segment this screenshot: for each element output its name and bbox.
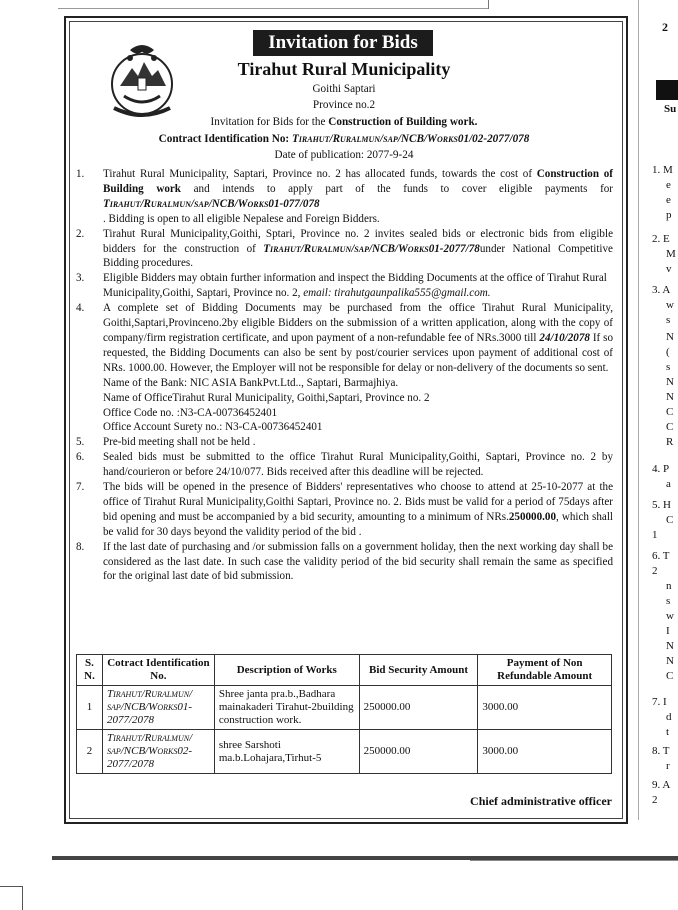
bid-table	[76, 654, 612, 774]
office-surety: Office Account Surety no.: N3-CA-00736452401	[103, 421, 323, 434]
invitation-line-text: Invitation for Bids for the	[210, 116, 329, 128]
adjacent-text-line: w	[666, 299, 674, 311]
adjacent-text-line: M	[666, 248, 676, 260]
item-number: 2.	[76, 227, 85, 240]
adjacent-text-line: 3. A	[652, 284, 671, 296]
adjacent-text-line: e	[666, 179, 671, 191]
publication-date: Date of publication: 2077-9-24	[274, 149, 414, 161]
list-item	[76, 227, 613, 272]
item-text-part: , which shall be valid for 30 days beyond the validity period of the bid .	[103, 510, 613, 538]
cell-payment: 3000.00	[478, 730, 612, 774]
adjacent-text-line: N	[666, 655, 674, 667]
table-row	[77, 730, 612, 774]
adjacent-text-line: (	[666, 346, 670, 358]
adjacent-text-line: N	[666, 331, 674, 343]
item-number: 4.	[76, 302, 85, 315]
cell-sn: 2	[77, 730, 103, 774]
cell-bid-security: 250000.00	[359, 686, 478, 730]
adjacent-text-line: N	[666, 376, 674, 388]
item-text-part: Tirahut Rural Municipality,Goithi, Sptari, Province no. 2 invites sealed bids or electronic bids from eligible bidders for the construction of	[103, 227, 613, 255]
header-contract: Cotract Identification No.	[102, 655, 214, 686]
contact-email: email: tirahutgaunpalika555@gmail.com.	[303, 287, 491, 300]
adjacent-text-line: 1	[652, 529, 658, 541]
adjacent-text-line: r	[666, 760, 670, 772]
item-text	[103, 167, 613, 227]
adjacent-subheading: Su	[664, 103, 677, 115]
adjacent-text-line: 2	[652, 565, 658, 577]
header-payment: Payment of Non Refundable Amount	[478, 655, 612, 686]
adjacent-text-line: p	[666, 209, 672, 221]
address-line-1: Goithi Saptari	[312, 83, 376, 95]
office-name: Name of OfficeTirahut Rural Municipality, Goithi,Saptari, Province no. 2	[103, 391, 430, 404]
adjacent-text-line: 4. P	[652, 463, 670, 475]
adjacent-text-line: w	[666, 610, 674, 622]
bank-name: Name of the Bank: NIC ASIA BankPvt.Ltd.., Saptari, Barmajhiya.	[103, 376, 399, 389]
cell-bid-security: 250000.00	[359, 730, 478, 774]
item-text	[103, 271, 613, 301]
invitation-line-work: Construction of Building work.	[328, 116, 478, 128]
item-text	[103, 227, 613, 272]
purchase-deadline: 24/10/2078	[539, 331, 590, 344]
adjacent-text-line: C	[666, 670, 674, 682]
adjacent-text-line: C	[666, 514, 674, 526]
adjacent-text-line: C	[666, 406, 674, 418]
adjacent-notice-clipped	[640, 0, 678, 830]
adjacent-text-line: 5. H	[652, 499, 671, 511]
cell-sn: 1	[77, 686, 103, 730]
address-line-2: Province no.2	[312, 99, 376, 111]
adjacent-top-glyph: 2	[662, 20, 668, 34]
item-number: 3.	[76, 272, 85, 285]
contract-reference: Tirahut/Ruralmun/sap/NCB/Works01-2077/78	[263, 242, 480, 255]
item-text	[103, 301, 613, 435]
item-number: 5.	[76, 436, 85, 449]
item-text-part: Eligible Bidders may obtain further information and inspect the Bidding Documents at the office of Tirahut Rural Municipality,Goithi, Saptari, Province no. 2,	[103, 272, 607, 300]
adjacent-header-bar	[656, 80, 678, 100]
item-text-part: and intends to apply part of the funds to cover eligible payments for	[180, 182, 614, 195]
list-item	[76, 450, 613, 480]
contract-id-label: Contract Identification No:	[158, 133, 292, 145]
contract-reference: Tirahut/Ruralmun/sap/NCB/Works01-077/078	[103, 197, 320, 210]
adjacent-text-line: d	[666, 711, 672, 723]
item-number: 7.	[76, 481, 85, 494]
signature-title: Chief administrative officer	[470, 794, 612, 808]
adjacent-text-line: 2	[652, 794, 658, 806]
adjacent-text-line: N	[666, 391, 674, 403]
adjacent-text-line: N	[666, 640, 674, 652]
adjacent-text-line: s	[666, 595, 671, 607]
adjacent-text-line: n	[666, 580, 672, 592]
corner-mark	[0, 886, 22, 887]
adjacent-text-line: I	[666, 625, 670, 637]
list-item	[76, 540, 613, 585]
top-rule	[58, 8, 488, 9]
header-bid-security: Bid Security Amount	[359, 655, 478, 686]
organization-name: Tirahut Rural Municipality	[237, 59, 451, 79]
adjacent-text-line: 8. T	[652, 745, 670, 757]
top-rule-tick	[488, 0, 489, 9]
contract-id-line	[70, 133, 618, 145]
adjacent-text-line: e	[666, 194, 671, 206]
list-item	[76, 435, 613, 450]
item-text: Sealed bids must be submitted to the office Tirahut Rural Municipality,Goithi, Saptari, Province no. 2 by hand/courieron or before 24/10/077. Bids received after this deadline will be rejected.	[103, 451, 613, 479]
bid-security-amount: 250000.00	[508, 510, 557, 523]
list-item	[76, 167, 613, 227]
notice-title: Invitation for Bids	[253, 30, 433, 56]
item-text-part: Tirahut Rural Municipality, Saptari, Province no. 2 has allocated funds, towards the cost of	[103, 168, 537, 180]
adjacent-text-line: t	[666, 726, 670, 738]
header-sn: S. N.	[77, 655, 103, 686]
cell-description: Shree janta pra.b.,Badhara mainakaderi Tirahut-2building construction work.	[214, 686, 359, 730]
cell-description: shree Sarshoti ma.b.Lohajara,Tirhut-5	[214, 730, 359, 774]
invitation-line	[70, 116, 618, 128]
item-text-part: . Bidding is open to all eligible Nepalese and Foreign Bidders.	[103, 212, 380, 225]
list-item	[76, 480, 613, 540]
item-number: 1.	[76, 168, 85, 180]
adjacent-text-line: v	[666, 263, 672, 275]
adjacent-text-line: s	[666, 314, 671, 326]
contract-id-number: Tirahut/Ruralmun/sap/NCB/Works01/02-2077/078	[291, 133, 530, 145]
list-item	[76, 301, 613, 435]
item-text-part: The bids will be opened in the presence of Bidders' representatives who choose to attend at 25-10-2077 at the office of Tirahut Rural Municipality,Goithi Saptari, Province no. 2. Bids must be valid for a period of 75days after bid opening and must be accompanied by a bid security, amounting to a minimum of NRs.	[103, 481, 613, 523]
item-number: 6.	[76, 451, 85, 464]
adjacent-text-line: 2. E	[652, 233, 670, 245]
column-separator	[638, 0, 639, 820]
adjacent-text-line: C	[666, 421, 674, 433]
corner-mark	[22, 886, 23, 910]
item-text-part: If so requested, the Bidding Documents can also be sent by post/courier services upon payment of additional cost of NRs. 1000.00. However, the Employer will not be responsible for delay or non-delivery of the documents so sent.	[103, 331, 613, 374]
adjacent-text-line: s	[666, 361, 671, 373]
cell-contract: Tirahut/Ruralmun/ sap/NCB/Works01-2077/2078	[102, 686, 214, 730]
adjacent-text-line: 1. M	[652, 164, 673, 176]
cell-contract: Tirahut/Ruralmun/ sap/NCB/Works02-2077/2078	[102, 730, 214, 774]
item-text-part: A complete set of Bidding Documents may be purchased from the office Tirahut Rural Municipality, Goithi,Saptari,Provinceno.2by eligible Bidders on the submission of a written application, along with the copy of company/firm registration certificate, and upon payment of a non-refundable fee of NRs.3000 till	[103, 302, 613, 344]
item-text: Pre-bid meeting shall not be held .	[103, 436, 256, 449]
header-description: Description of Works	[214, 655, 359, 686]
item-text	[103, 480, 613, 540]
cell-payment: 3000.00	[478, 686, 612, 730]
table-row	[77, 686, 612, 730]
table-header-row	[77, 655, 612, 686]
notice-items	[76, 167, 613, 584]
adjacent-text-line: 9. A	[652, 779, 671, 791]
office-code: Office Code no. :N3-CA-00736452401	[103, 406, 278, 419]
list-item	[76, 271, 613, 301]
bottom-rule-thin	[470, 860, 678, 861]
adjacent-text-line: R	[666, 436, 674, 448]
adjacent-text-line: a	[666, 478, 671, 490]
item-text: If the last date of purchasing and /or submission falls on a government holiday, then the next working day shall be considered as the last date. In such case the validity period of the bid security shall remain the same as specified for the original last date of bid submission.	[103, 540, 613, 583]
item-text-bold: Construction of Building work	[103, 168, 614, 195]
item-number: 8.	[76, 540, 85, 553]
item-text-part: under National Competitive Bidding procedures.	[103, 242, 613, 270]
adjacent-text-line: 7. I	[652, 696, 667, 708]
adjacent-text-line: 6. T	[652, 550, 670, 562]
